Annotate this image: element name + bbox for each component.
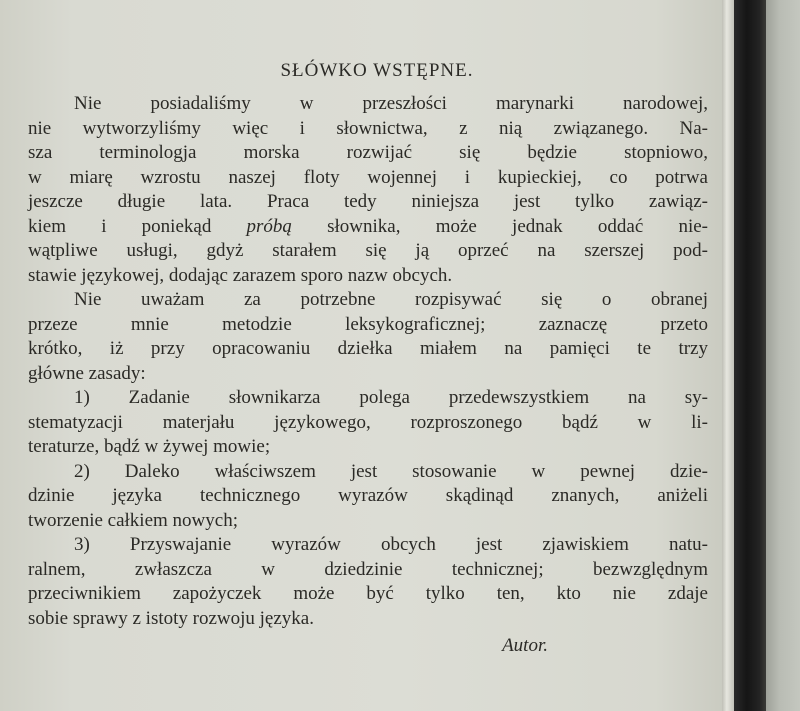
text-line: jeszcze długie lata. Praca tedy niniejsza jest tylko zawiąz- [28,191,708,212]
text-line: stematyzacji materjału językowego, rozproszonego bądź w li- [28,411,708,433]
text-line: Nie uważam za potrzebne rozpisywać się o obranej [74,289,708,310]
background-surface [766,0,800,711]
text-line: przeze mnie metodzie leksykograficznej; zaznaczę przeto [28,313,708,335]
text-line: Nie posiadaliśmy w przeszłości marynarki narodowej, [74,93,708,114]
text-line: krótko, iż przy opracowaniu dziełka miałem na pamięci te trzy [28,338,708,359]
text-line: teraturze, bądź w żywej mowie; [28,436,271,457]
text-fragment: słownika, może jednak oddać nie- [291,215,708,237]
page-edge [722,0,734,711]
text-fragment: kiem i poniekąd [28,215,247,237]
text-line: 3) Przyswajanie wyrazów obcych jest zjawiskiem natu- [74,534,708,555]
text-line: 1) Zadanie słownikarza polega przedewszystkiem na sy- [74,387,708,408]
paragraph-1 [28,92,708,288]
text-line: przeciwnikiem zapożyczek może być tylko ten, kto nie zdaje [28,583,708,604]
text-line: w miarę wzrostu naszej floty wojennej i kupieckiej, co potrwa [28,166,708,188]
text-line: sza terminologja morska rozwijać się będzie stopniowo, [28,142,708,163]
paragraph-5 [28,533,708,631]
text-line: główne zasady: [28,362,146,384]
book-binding [734,0,766,711]
paragraph-3 [28,386,708,460]
paragraph-4 [28,460,708,534]
text-line: stawie językowej, dodając zarazem sporo nazw obcych. [28,264,453,286]
text-line-mixed [28,215,708,240]
text-line: dzinie języka technicznego wyrazów skądinąd znanych, aniżeli [28,485,708,506]
text-line: sobie sprawy z istoty rozwoju języka. [28,607,314,629]
page-text [28,60,708,657]
text-line: wątpliwe usługi, gdyż starałem się ją oprzeć na szerszej pod- [28,240,708,261]
text-line: 2) Daleko właściwszem jest stosowanie w pewnej dzie- [74,460,708,482]
page-title: SŁÓWKO WSTĘPNE. [280,60,474,81]
paragraph-2 [28,288,708,386]
author-signature: Autor. [502,635,548,656]
italic-word: próbą [246,215,292,237]
text-line: ralnem, zwłaszcza w dziedzinie technicznej; bezwzględnym [28,558,708,580]
text-line: nie wytworzyliśmy więc i słownictwa, z nią związanego. Na- [28,117,708,139]
text-line: tworzenie całkiem nowych; [28,509,238,531]
